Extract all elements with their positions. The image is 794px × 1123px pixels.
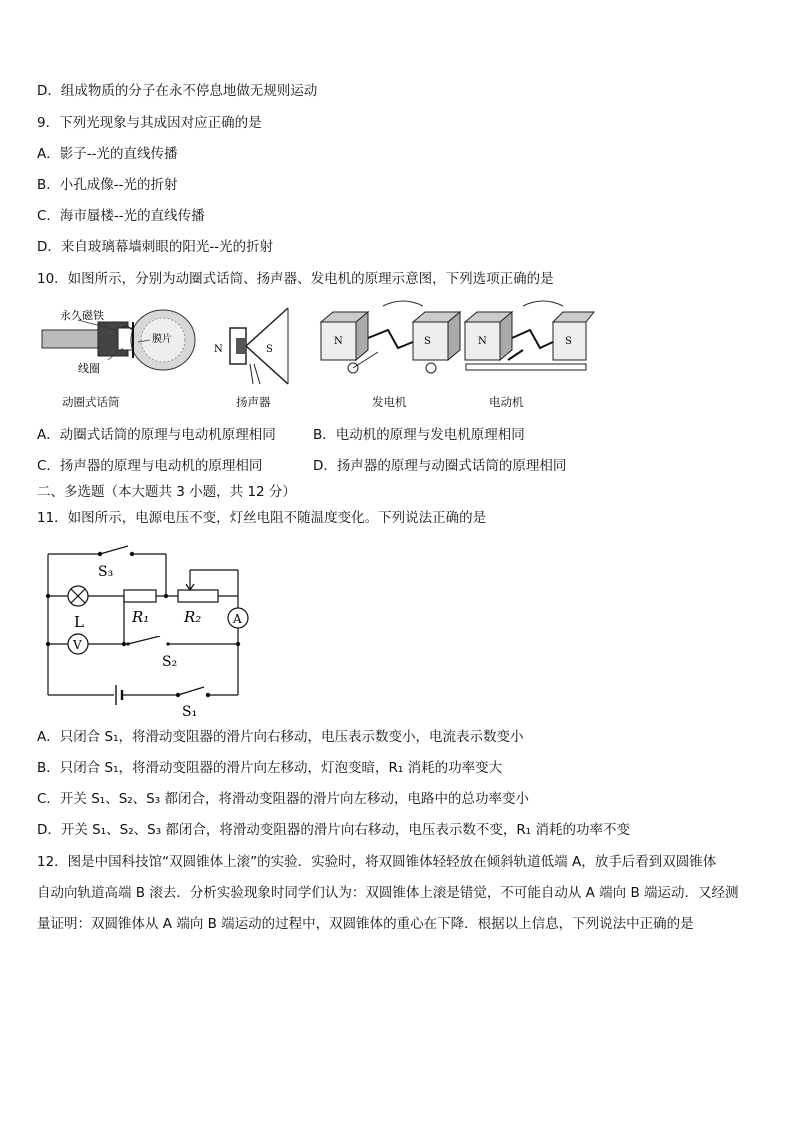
q11-option-b: B．只闭合 S₁，将滑动变阻器的滑片向左移动，灯泡变暗，R₁ 消耗的功率变大	[37, 760, 503, 776]
section-2-heading: 二、多选题（本大题共 3 小题，共 12 分）	[37, 484, 296, 500]
label-s3: S₃	[98, 564, 114, 580]
generator-diagram	[321, 301, 460, 373]
motor-pole-n: N	[478, 336, 487, 347]
motor-pole-s: S	[565, 336, 572, 347]
q12-line-2: 自动向轨道高端 B 滚去．分析实验现象时同学们认为：双圆锥体上滚是错觉，不可能自动从 A 端向 B 端运动．又经测	[37, 885, 739, 901]
generator-caption: 发电机	[372, 395, 407, 409]
q10-stem: 10．如图所示，分别为动圈式话筒、扬声器、发电机的原理示意图，下列选项正确的是	[37, 271, 554, 287]
q10-option-a: A．动圈式话筒的原理与电动机原理相同	[37, 427, 276, 443]
q11-option-c: C．开关 S₁、S₂、S₃ 都闭合，将滑动变阻器的滑片向左移动，电路中的总功率变小	[37, 791, 529, 807]
generator-pole-n: N	[334, 336, 343, 347]
mic-caption: 动圈式话筒	[62, 395, 120, 409]
microphone-diagram	[42, 308, 195, 375]
q12-line-1: 12．图是中国科技馆“双圆锥体上滚”的实验．实验时，将双圆锥体轻轻放在倾斜轨道低端 A，放手后看到双圆锥体	[37, 854, 717, 870]
mic-label-magnet: 永久磁铁	[60, 309, 104, 322]
speaker-diagram	[214, 308, 288, 384]
speaker-caption: 扬声器	[236, 395, 271, 409]
q11-option-d: D．开关 S₁、S₂、S₃ 都闭合，将滑动变阻器的滑片向右移动，电压表示数不变，R₁ 消耗的功率不变	[37, 822, 631, 838]
q9-option-a: A．影子--光的直线传播	[37, 146, 178, 162]
label-lamp: L	[74, 613, 84, 631]
q11-option-a: A．只闭合 S₁，将滑动变阻器的滑片向右移动，电压表示数变小，电流表示数变小	[37, 729, 524, 745]
ammeter-symbol: A	[233, 612, 242, 626]
speaker-pole-n: N	[214, 344, 223, 355]
q10-option-d: D．扬声器的原理与动圈式话筒的原理相同	[313, 458, 567, 474]
label-s1: S₁	[182, 704, 198, 720]
q9-option-d: D．来自玻璃幕墙刺眼的阳光--光的折射	[37, 239, 274, 255]
speaker-pole-s: S	[266, 344, 273, 355]
q9-option-c: C．海市蜃楼--光的直线传播	[37, 208, 205, 224]
label-r1: R₁	[132, 608, 150, 626]
q10-option-b: B．电动机的原理与发电机原理相同	[313, 427, 525, 443]
q10-option-c: C．扬声器的原理与电动机的原理相同	[37, 458, 263, 474]
q8-option-d: D．组成物质的分子在永不停息地做无规则运动	[37, 83, 318, 99]
voltmeter-symbol: V	[73, 638, 82, 652]
q11-circuit-diagram	[40, 540, 260, 720]
q11-stem: 11．如图所示，电源电压不变，灯丝电阻不随温度变化。下列说法正确的是	[37, 510, 487, 526]
label-r2: R₂	[184, 608, 202, 626]
q9-option-b: B．小孔成像--光的折射	[37, 177, 178, 193]
q9-stem: 9．下列光现象与其成因对应正确的是	[37, 115, 262, 131]
generator-pole-s: S	[424, 336, 431, 347]
motor-diagram	[465, 301, 594, 370]
label-s2: S₂	[162, 654, 178, 670]
q11-switch-s2	[120, 636, 200, 650]
q12-line-3: 量证明：双圆锥体从 A 端向 B 端运动的过程中，双圆锥体的重心在下降．根据以上信息，下列说法中正确的是	[37, 916, 694, 932]
motor-caption: 电动机	[489, 395, 524, 409]
mic-label-coil: 线圈	[78, 362, 100, 375]
mic-label-diaphragm: 膜片	[152, 334, 172, 345]
